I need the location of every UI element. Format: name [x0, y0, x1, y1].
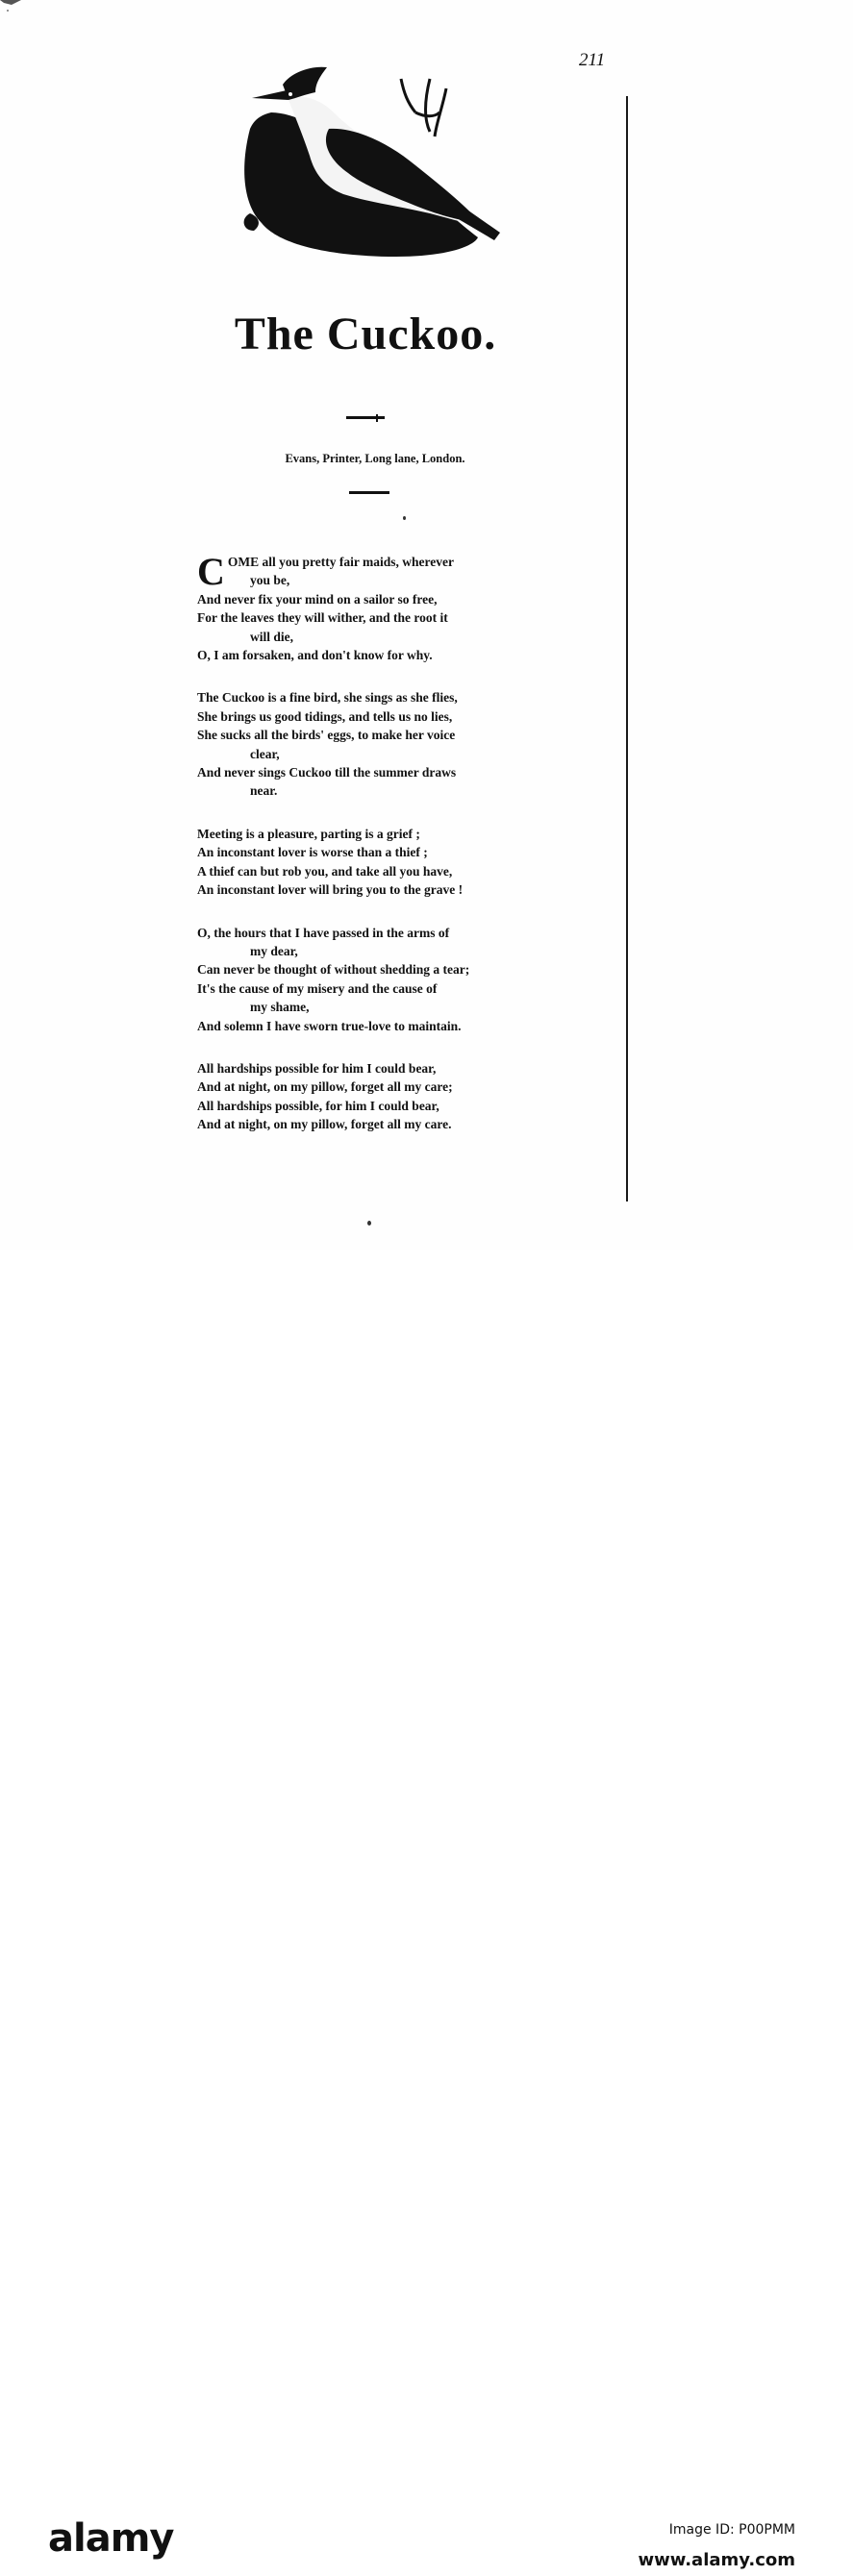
poem-line-text: An inconstant lover is worse than a thief ;: [197, 845, 428, 860]
stanza: [197, 688, 582, 800]
poem-line-text: For the leaves they will wither, and the root it: [197, 610, 448, 626]
poem-line-text: An inconstant lover will bring you to the grave !: [197, 882, 464, 898]
poem-line-text: The Cuckoo is a fine bird, she sings as she flies,: [197, 690, 458, 706]
poem-line-text: It's the cause of my misery and the cause of: [197, 980, 438, 996]
poem-line: [197, 924, 582, 942]
stanza: [197, 924, 582, 1035]
footer-logo: alamy: [48, 2516, 174, 2561]
poem-line: [197, 825, 582, 843]
watermark-footer: [0, 1250, 853, 2570]
page-title: The Cuckoo.: [234, 309, 497, 359]
poem-line-text: O, the hours that I have passed in the arms of: [197, 925, 450, 940]
poem-line: [197, 1059, 582, 1077]
image-id: Image ID: P00PMM: [668, 2522, 795, 2538]
cuckoo-bird-woodcut-icon: [233, 60, 507, 261]
title-divider: [346, 416, 385, 419]
poem-line: [197, 763, 582, 781]
ink-speck: [403, 516, 406, 520]
corner-smudge: [0, 0, 29, 13]
page-scan: [0, 0, 853, 1250]
poem-line: [197, 960, 582, 978]
poem-line-continuation: [197, 998, 582, 1016]
poem-line-text: And solemn I have sworn true-love to maintain.: [197, 1018, 462, 1033]
poem-line-text: All hardships possible for him I could bear,: [197, 1060, 437, 1076]
poem-line-text: will die,: [250, 629, 294, 644]
stanza: [197, 550, 582, 664]
poem-line-text: OME all you pretty fair maids, wherever: [227, 555, 454, 569]
poem-line: [197, 880, 582, 899]
poem-line-text: And never fix your mind on a sailor so free,: [197, 591, 438, 607]
poem-line: [197, 862, 582, 880]
footer-url: www.alamy.com: [638, 2550, 795, 2570]
poem-line: [197, 688, 582, 706]
title-divider-tick: [376, 414, 378, 422]
poem-line-text: And at night, on my pillow, forget all my care.: [197, 1117, 452, 1132]
imprint-divider: [349, 491, 389, 494]
poem-line-text: my shame,: [250, 1000, 310, 1015]
poem-line-text: clear,: [250, 746, 280, 761]
poem-line-text: And at night, on my pillow, forget all my care;: [197, 1079, 453, 1095]
printer-imprint: Evans, Printer, Long lane, London.: [285, 452, 465, 465]
poem-line-text: O, I am forsaken, and don't know for why.: [197, 648, 433, 663]
poem-line-text: you be,: [250, 573, 290, 588]
stanza: [197, 825, 582, 900]
drop-cap: C: [197, 550, 225, 593]
poem-line-text: Can never be thought of without shedding a tear;: [197, 962, 470, 978]
poem-line-text: All hardships possible, for him I could bear,: [197, 1098, 439, 1113]
poem-line: [197, 590, 582, 608]
poem-line-text: She brings us good tidings, and tells us no lies,: [197, 708, 453, 724]
page-number: 211: [579, 50, 606, 70]
poem-line: [197, 608, 582, 627]
poem-line: [197, 1077, 582, 1096]
poem-line-text: my dear,: [250, 943, 298, 958]
footer-info: [638, 2514, 795, 2576]
poem-line-continuation: [197, 781, 582, 800]
poem-line-text: And never sings Cuckoo till the summer draws: [197, 765, 457, 780]
poem-line-text: A thief can but rob you, and take all you have,: [197, 863, 453, 879]
poem-line-continuation: [197, 745, 582, 763]
poem-line-text: Meeting is a pleasure, parting is a grief ;: [197, 826, 420, 841]
poem-line: [197, 843, 582, 861]
page-edge-rule: [626, 96, 628, 1201]
poem-line: [197, 1115, 582, 1133]
ink-speck: [367, 1221, 371, 1226]
poem-line-continuation: [197, 942, 582, 960]
poem-line: [197, 1097, 582, 1115]
poem-line-continuation: [197, 628, 582, 646]
poem-line: [197, 1017, 582, 1035]
poem-text: [197, 550, 582, 1158]
poem-line: [197, 979, 582, 998]
poem-line: [197, 707, 582, 726]
poem-line-text: She sucks all the birds' eggs, to make her voice: [197, 728, 456, 743]
poem-line-text: near.: [250, 783, 278, 799]
poem-line: [197, 726, 582, 744]
stanza: [197, 1059, 582, 1134]
poem-line-continuation: [197, 571, 582, 589]
poem-line: [197, 646, 582, 664]
